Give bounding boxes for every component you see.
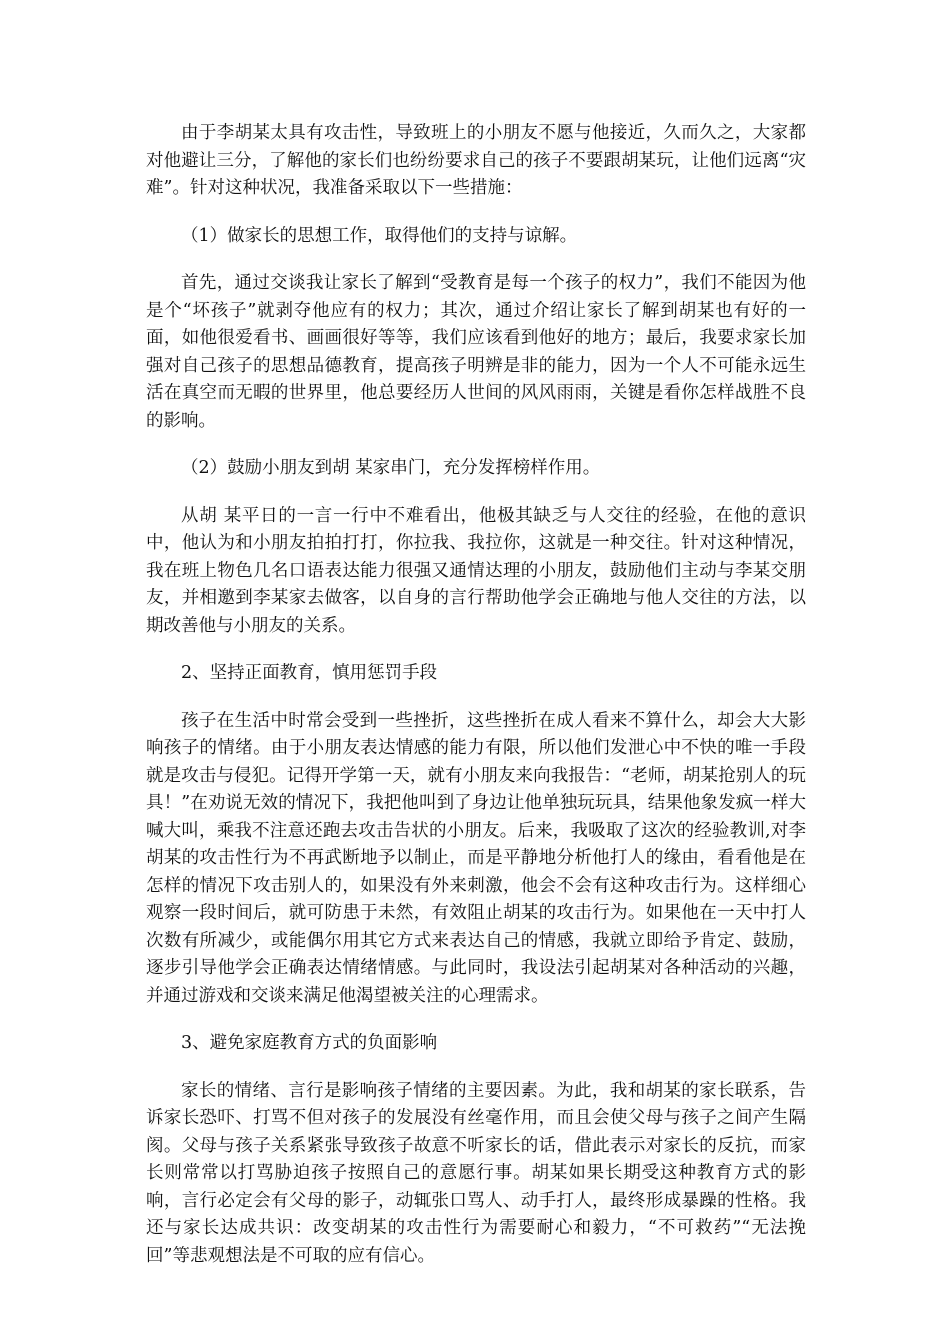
section-3-heading: 3、避免家庭教育方式的负面影响 [181, 1033, 438, 1053]
measure-1-heading: （1）做家长的思想工作，取得他们的支持与谅解。 [181, 225, 578, 246]
paragraph-intro: 由于李胡某太具有攻击性，导致班上的小朋友不愿与他接近，久而久之，大家都对他避让三分，了解他的家长们也纷纷要求自己的孩子不要跟胡某玩，让他们远离“灾难”。针对这种状况，我准备采取以下一些措施： [146, 123, 806, 198]
section-2-paragraph: 孩子在生活中时常会受到一些挫折，这些挫折在成人看来不算什么，却会大大影响孩子的情绪。由于小朋友表达情感的能力有限，所以他们发泄心中不快的唯一手段就是攻击与侵犯。记得开学第一天，就有小朋友来向我报告：“老师，胡某抢别人的玩具！”在劝说无效的情况下，我把他叫到了身边让他单独玩玩具，结果他象发疯一样大喊大叫，乘我不注意还跑去攻击告状的小朋友。后来，我吸取了这次的经验教训,对李胡某的攻击性行为不再武断地予以制止，而是平静地分析他打人的缘由，看看他是在怎样的情况下攻击别人的，如果没有外来刺激，他会不会有这种攻击行为。这样细心观察一段时间后，就可防患于未然，有效阻止胡某的攻击行为。如果他在一天中打人次数有所减少，或能偶尔用其它方式来表达自己的情感，我就立即给予肯定、鼓励，逐步引导他学会正确表达情绪情感。与此同时，我设法引起胡某对各种活动的兴趣，并通过游戏和交谈来满足他渴望被关注的心理需求。 [146, 710, 806, 1006]
section-3-paragraph: 家长的情绪、言行是影响孩子情绪的主要因素。为此，我和胡某的家长联系，告诉家长恐吓、打骂不但对孩子的发展没有丝毫作用，而且会使父母与孩子之间产生隔阂。父母与孩子关系紧张导致孩子故意不听家长的话，借此表示对家长的反抗，而家长则常常以打骂胁迫孩子按照自己的意愿行事。胡某如果长期受这种教育方式的影响，言行必定会有父母的影子，动辄张口骂人、动手打人，最终形成暴躁的性格。我还与家长达成共识：改变胡某的攻击性行为需要耐心和毅力，“不可救药”“无法挽回”等悲观想法是不可取的应有信心。 [146, 1080, 806, 1266]
measure-1-paragraph: 首先，通过交谈我让家长了解到“受教育是每一个孩子的权力”，我们不能因为他是个“坏孩子”就剥夺他应有的权力；其次，通过介绍让家长了解到胡某也有好的一面，如他很爱看书、画画很好等等，我们应该看到他好的地方；最后，我要求家长加强对自己孩子的思想品德教育，提高孩子明辨是非的能力，因为一个人不可能永远生活在真空而无暇的世界里，他总要经历人世间的风风雨雨，关键是看你怎样战胜不良的影响。 [146, 273, 806, 431]
measure-2-paragraph: 从胡 某平日的一言一行中不难看出，他极其缺乏与人交往的经验，在他的意识中，他认为和小朋友拍拍打打，你拉我、我拉你，这就是一种交往。针对这种情况，我在班上物色几名口语表达能力很强又通情达理的小朋友，鼓励他们主动与李某交朋友，并相邀到李某家去做客，以自身的言行帮助他学会正确地与他人交往的方法，以期改善他与小朋友的关系。 [146, 505, 806, 636]
section-2-heading: 2、坚持正面教育，慎用惩罚手段 [181, 663, 438, 683]
document-body [146, 120, 806, 1290]
measure-2-heading: （2）鼓励小朋友到胡 某家串门，充分发挥榜样作用。 [181, 458, 601, 478]
